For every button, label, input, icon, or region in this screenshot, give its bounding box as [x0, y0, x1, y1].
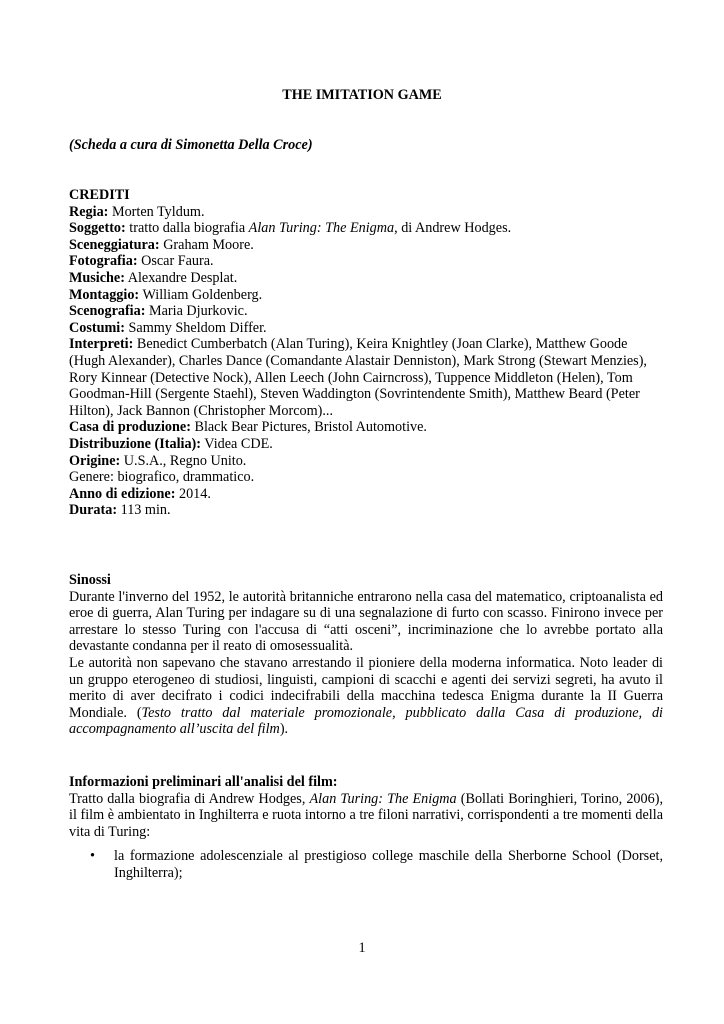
credit-interpreti-line: Goodman-Hill (Sergente Staehl), Steven Waddington (Sovrintendente Smith), Matthew Beard (Peter	[69, 386, 640, 403]
credit-interpreti: Interpreti: Benedict Cumberbatch (Alan Turing), Keira Knightley (Joan Clarke), Matthew Goode	[69, 336, 628, 353]
analysis-heading: Informazioni preliminari all'analisi del film:	[69, 774, 338, 790]
curator-line: (Scheda a cura di Simonetta Della Croce)	[69, 137, 313, 153]
credits-heading: CREDITI	[69, 187, 130, 203]
credit-interpreti-line: Hilton), Jack Bannon (Christopher Morcom)...	[69, 402, 333, 419]
document-title: THE IMITATION GAME	[282, 87, 442, 103]
credits-section	[69, 187, 663, 519]
page-number: 1	[358, 940, 366, 956]
credit-musiche: Musiche: Alexandre Desplat.	[69, 269, 238, 286]
credit-costumi: Costumi: Sammy Sheldom Differ.	[69, 319, 267, 336]
credit-interpreti-line: Rory Kinnear (Detective Nock), Allen Leech (John Cairncross), Tuppence Middleton (Helen), Tom	[69, 369, 633, 386]
credit-casa-produzione: Casa di produzione: Black Bear Pictures, Bristol Automotive.	[69, 419, 427, 436]
synopsis-heading: Sinossi	[69, 572, 111, 588]
credit-soggetto: Soggetto: tratto dalla biografia Alan Turing: The Enigma, di Andrew Hodges.	[69, 220, 512, 237]
credit-scenografia: Scenografia: Maria Djurkovic.	[69, 303, 248, 320]
synopsis-section	[69, 572, 663, 738]
credit-fotografia: Fotografia: Oscar Faura.	[69, 253, 214, 270]
credit-montaggio: Montaggio: William Goldenberg.	[69, 286, 263, 303]
synopsis-paragraph: Durante l'inverno del 1952, le autorità britanniche entrarono nella casa del matematico, criptoanalista ed eroe di guerra, Alan Turing per indagare su di una segnalazione di furto con scasso. Finirono invece per arrestare lo stesso Turing con l'accusa di “atti osceni”, incriminazione che lo avrebbe portato alla devastante condanna per il reato di omosessualità.	[69, 588, 663, 655]
credit-durata: Durata: 113 min.	[69, 502, 171, 519]
synopsis-paragraph: Le autorità non sapevano che stavano arrestando il pioniere della moderna informatica. Noto leader di un gruppo eterogeneo di studiosi, linguisti, campioni di scacchi e agenti dei servizi segreti, ha avuto il merito di aver decifrato i codici indecifrabili della macchina tedesca Enigma durante la II Guerra Mondiale. (Testo tratto dal materiale promozionale, pubblicato dalla Casa di produzione, di accompagnamento all’uscita del film).	[69, 654, 663, 738]
list-item: • la formazione adolescenziale al prestigioso college maschile della Sherborne School (Dorset, Inghilterra);	[90, 848, 663, 881]
credit-genere: Genere: biografico, drammatico.	[69, 469, 255, 486]
bullet-icon: •	[90, 848, 95, 865]
credit-regia: Regia: Morten Tyldum.	[69, 203, 205, 220]
credit-anno: Anno di edizione: 2014.	[69, 485, 211, 502]
credit-interpreti-line: (Hugh Alexander), Charles Dance (Comandante Alastair Denniston), Mark Strong (Stewart Menzies),	[69, 352, 647, 369]
credit-origine: Origine: U.S.A., Regno Unito.	[69, 452, 247, 469]
analysis-section	[69, 774, 663, 882]
analysis-bullet-list	[69, 848, 663, 881]
credit-distribuzione: Distribuzione (Italia): Videa CDE.	[69, 435, 273, 452]
analysis-paragraph: Tratto dalla biografia di Andrew Hodges, Alan Turing: The Enigma (Bollati Boringhieri, Torino, 2006), il film è ambientato in Inghilterra e ruota intorno a tre filoni narrativi, corrispondenti a tre momenti della vita di Turing:	[69, 790, 663, 840]
credit-sceneggiatura: Sceneggiatura: Graham Moore.	[69, 236, 254, 253]
